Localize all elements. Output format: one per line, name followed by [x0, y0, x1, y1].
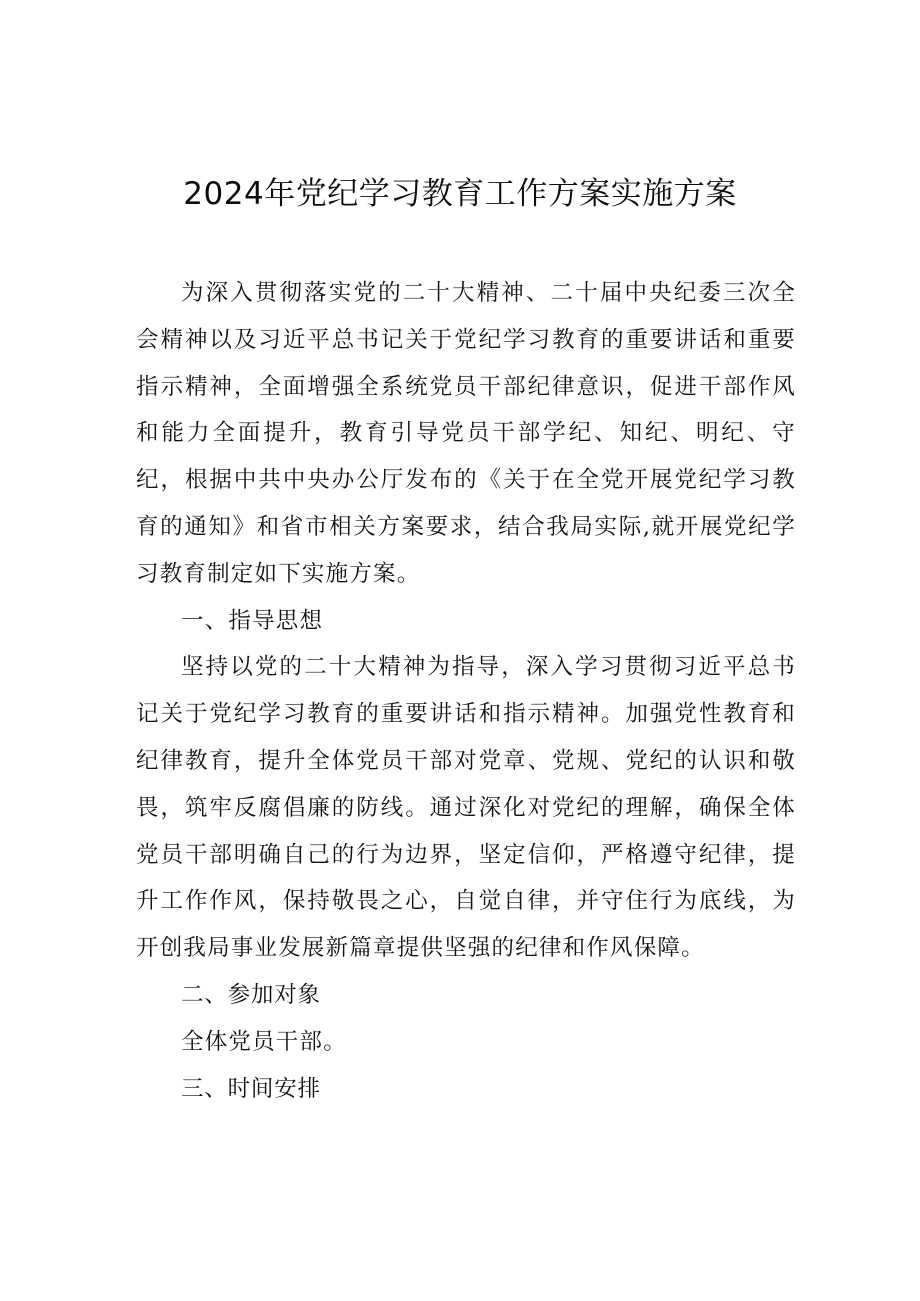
participants-paragraph: 全体党员干部。 [181, 1028, 347, 1055]
intro-paragraph: 为深入贯彻落实党的二十大精神、二十届中央纪委三次全会精神以及习近平总书记关于党纪学习教育的重要讲话和重要指示精神，全面增强全系统党员干部纪律意识，促进干部作风和能力全面提升，教育引导党员干部学纪、知纪、明纪、守纪，根据中共中央办公厅发布的《关于在全党开展党纪学习教育的通知》和省市相关方案要求，结合我局实际,就开展党纪学习教育制定如下实施方案。 [136, 280, 796, 587]
document-body [136, 270, 796, 1112]
section-heading-schedule: 三、时间安排 [181, 1075, 321, 1102]
document-title: 2024年党纪学习教育工作方案实施方案 [183, 176, 737, 212]
section-heading-participants: 二、参加对象 [181, 981, 321, 1008]
guiding-ideology-paragraph: 坚持以党的二十大精神为指导，深入学习贯彻习近平总书记关于党纪学习教育的重要讲话和指示精神。加强党性教育和纪律教育，提升全体党员干部对党章、党规、党纪的认识和敬畏，筑牢反腐倡廉的防线。通过深化对党纪的理解，确保全体党员干部明确自己的行为边界，坚定信仰，严格遵守纪律，提升工作作风，保持敬畏之心，自觉自律，并守住行为底线，为开创我局事业发展新篇章提供坚强的纪律和作风保障。 [136, 654, 796, 962]
section-heading-guiding-ideology: 一、指导思想 [181, 607, 324, 634]
